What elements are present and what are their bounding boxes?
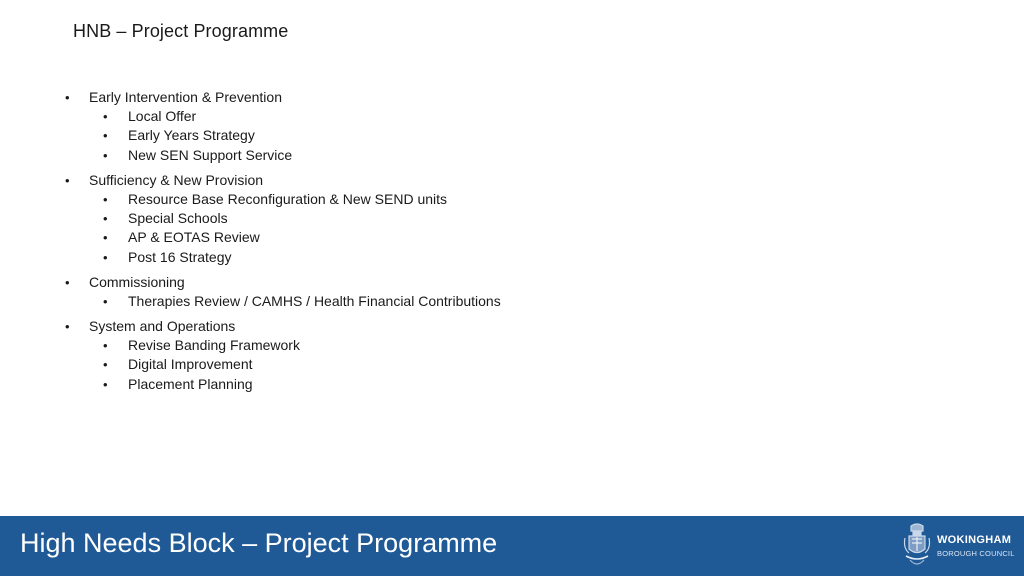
list-item — [62, 248, 862, 267]
sub-item-label: Local Offer — [128, 108, 197, 125]
list-item — [62, 190, 862, 209]
sub-item-label: Resource Base Reconfiguration & New SEND units — [128, 190, 448, 207]
bullet-icon: • — [65, 319, 70, 335]
list-item — [62, 146, 862, 165]
bullet-icon: • — [103, 230, 108, 246]
list-item — [62, 209, 862, 228]
sub-item-label: Therapies Review / CAMHS / Health Financial Contributions — [128, 292, 501, 309]
list-item — [62, 336, 862, 355]
bullet-icon: • — [103, 109, 108, 125]
footer-title: High Needs Block – Project Programme — [20, 528, 498, 558]
council-crest-icon — [902, 522, 932, 572]
list-item — [62, 292, 862, 311]
bullet-icon: • — [103, 338, 108, 354]
bullet-icon: • — [65, 172, 70, 188]
bullet-icon: • — [103, 191, 108, 207]
section-sufficiency — [62, 171, 862, 267]
list-item — [62, 228, 862, 247]
list-item — [62, 88, 862, 107]
sub-item-label: AP & EOTAS Review — [128, 229, 260, 246]
section-commissioning — [62, 273, 862, 311]
list-item — [62, 171, 862, 190]
section-label: System and Operations — [89, 318, 236, 335]
list-item — [62, 126, 862, 145]
bullet-list — [62, 88, 862, 400]
sub-item-label: Early Years Strategy — [128, 127, 255, 144]
list-item — [62, 273, 862, 292]
sub-item-label: Digital Improvement — [128, 356, 253, 373]
bullet-icon: • — [65, 90, 70, 105]
footer-bar — [0, 516, 1024, 576]
bullet-icon: • — [103, 376, 108, 392]
sub-item-label: Revise Banding Framework — [128, 337, 300, 354]
bullet-icon: • — [103, 293, 108, 309]
bullet-icon: • — [103, 249, 108, 265]
sub-item-label: New SEN Support Service — [128, 146, 293, 163]
logo-name-line2: BOROUGH COUNCIL — [937, 549, 1015, 558]
council-logo — [900, 522, 1020, 572]
list-item — [62, 317, 862, 336]
bullet-icon: • — [65, 274, 70, 290]
section-early-intervention — [62, 88, 862, 165]
section-label: Sufficiency & New Provision — [89, 171, 264, 188]
section-label: Commissioning — [89, 273, 185, 290]
logo-name-line1: WOKINGHAM — [937, 534, 1012, 546]
section-label: Early Intervention & Prevention — [89, 89, 282, 105]
bullet-icon: • — [103, 357, 108, 373]
bullet-icon: • — [103, 211, 108, 227]
section-system-operations — [62, 317, 862, 394]
sub-item-label: Post 16 Strategy — [128, 248, 232, 265]
sub-item-label: Placement Planning — [128, 375, 253, 392]
list-item — [62, 375, 862, 394]
list-item — [62, 107, 862, 126]
bullet-icon: • — [103, 128, 108, 144]
list-item — [62, 355, 862, 374]
slide-title: HNB – Project Programme — [73, 21, 289, 41]
sub-item-label: Special Schools — [128, 210, 228, 227]
bullet-icon: • — [103, 147, 108, 163]
